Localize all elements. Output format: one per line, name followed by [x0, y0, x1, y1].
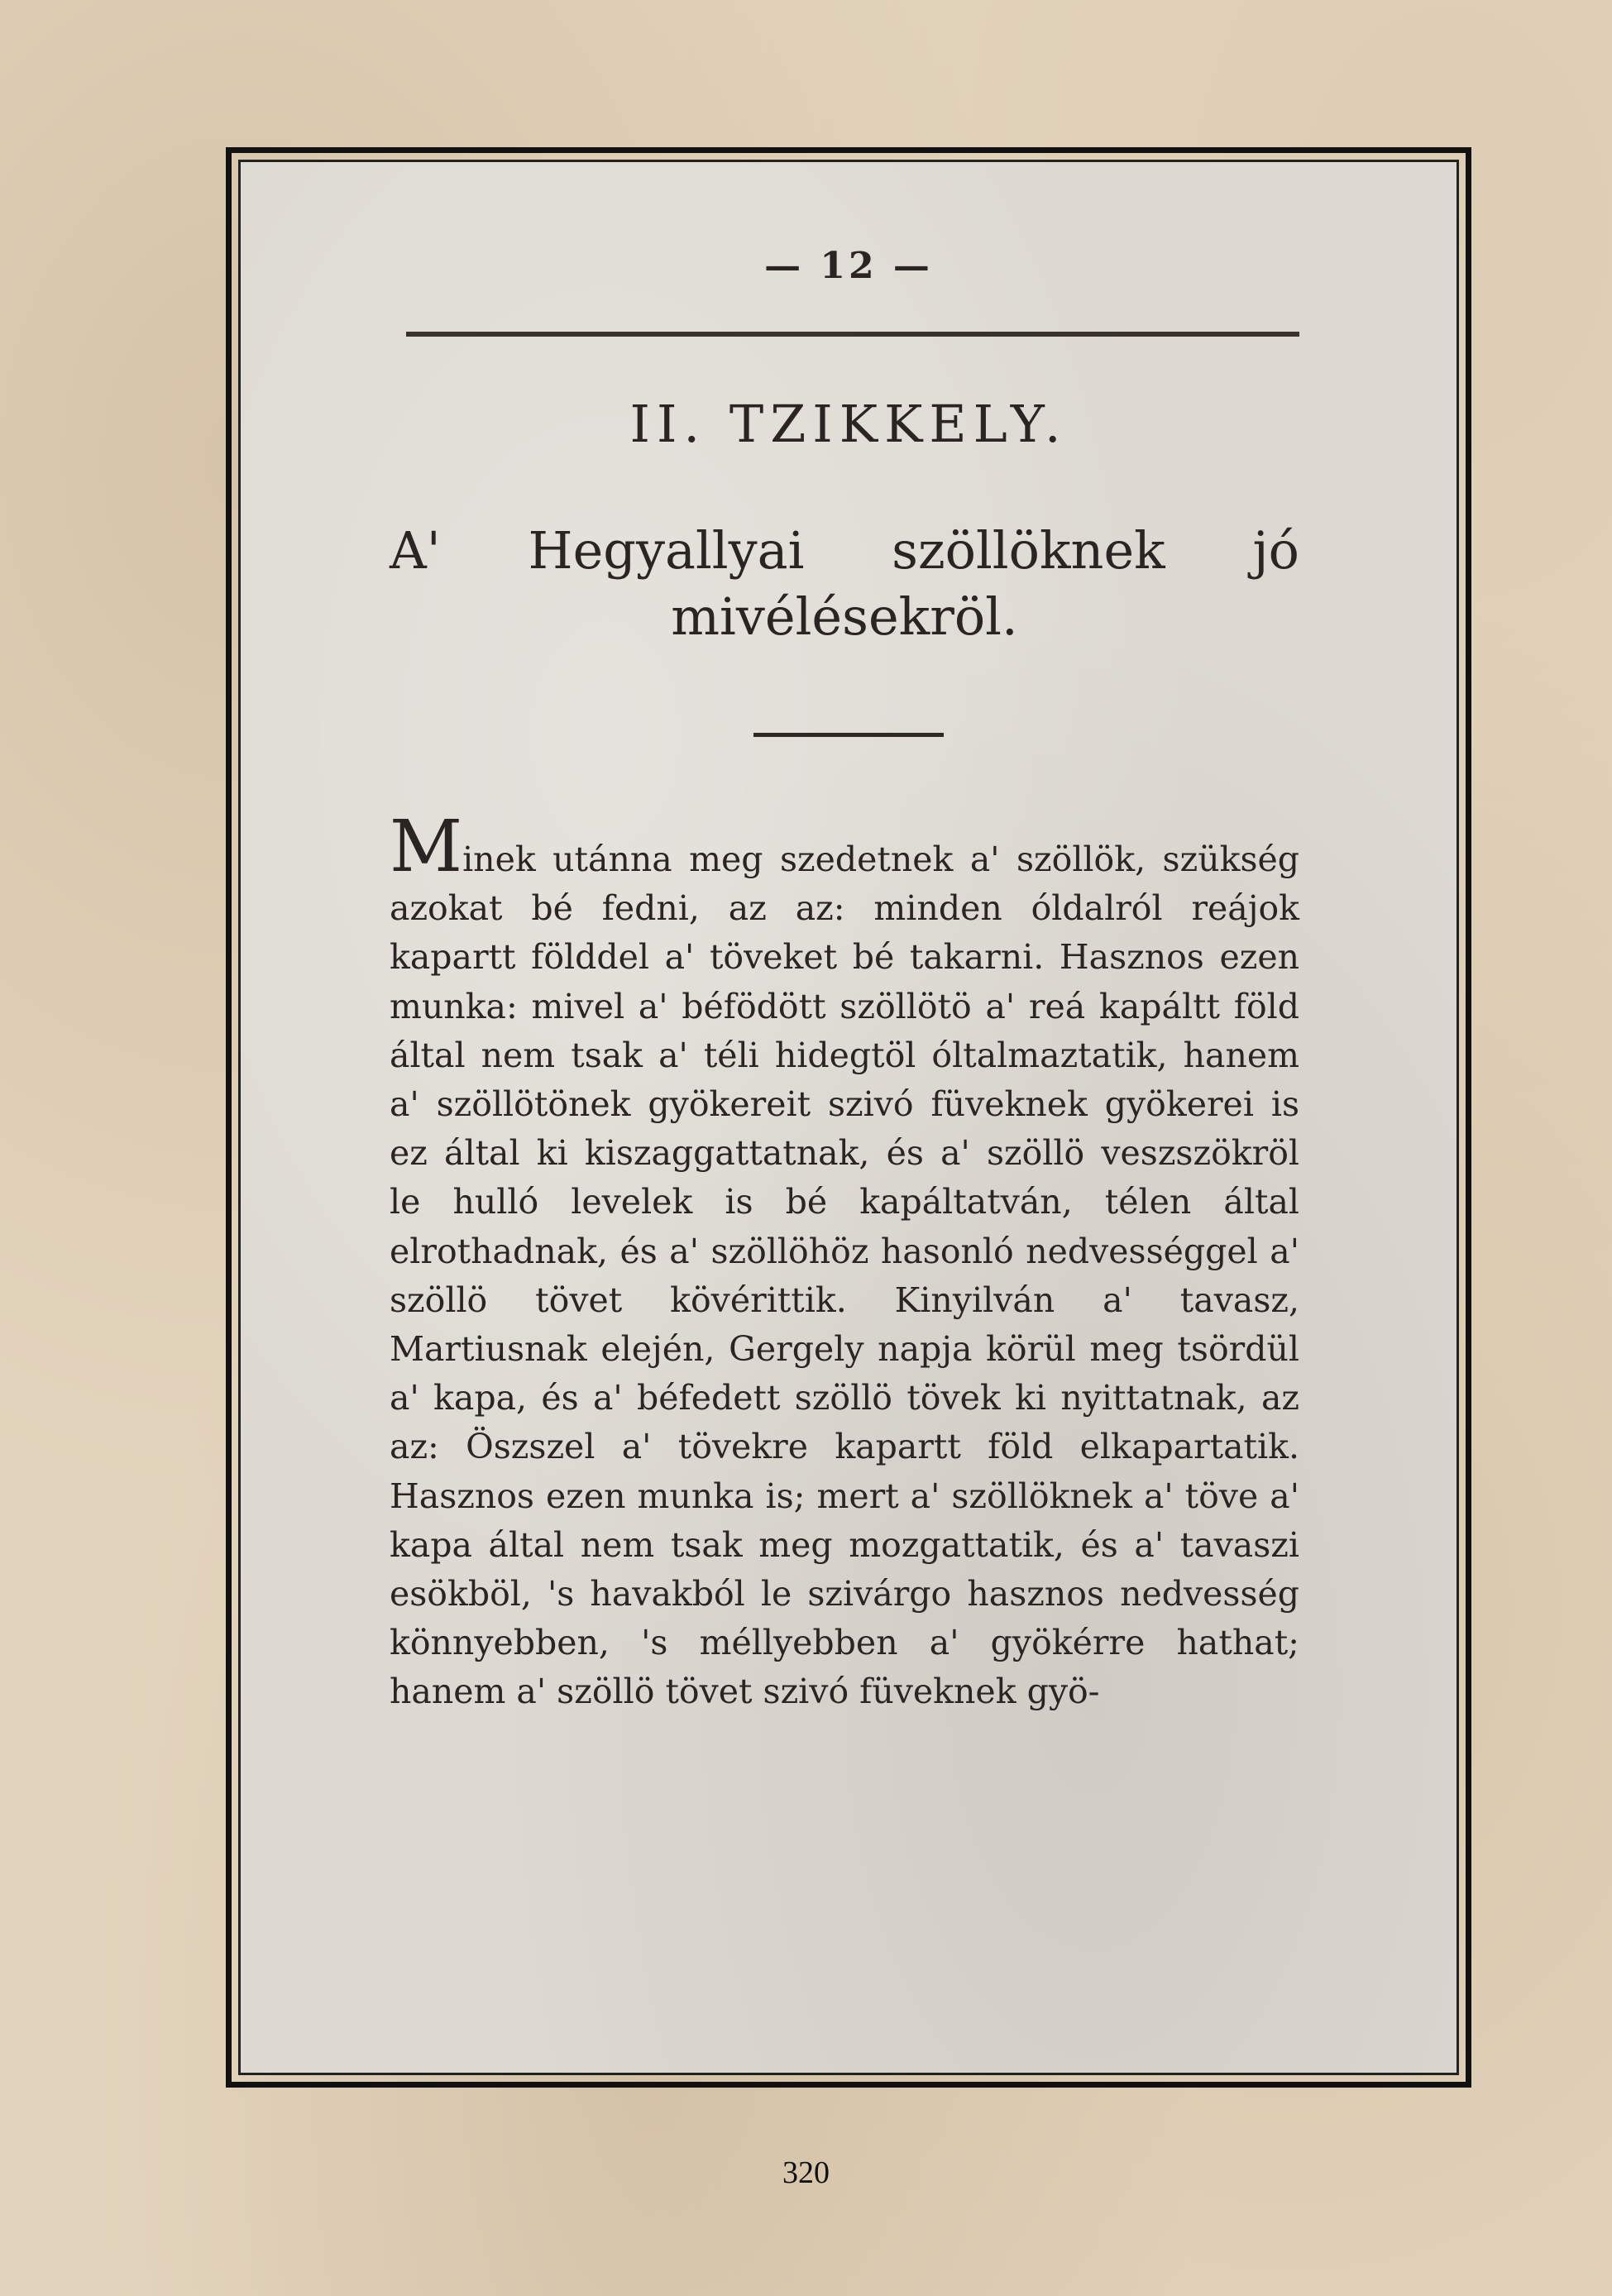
section-title: A' Hegyallyai szöllöknek jó mivélésekröl.: [390, 520, 1299, 647]
header-rule: [406, 332, 1299, 337]
scanned-page: [238, 160, 1459, 2075]
body-paragraph: [390, 806, 1299, 1717]
section-divider: [753, 733, 944, 737]
original-page-number: — 12 —: [764, 245, 933, 287]
drop-cap: M: [390, 806, 463, 888]
document-frame: [226, 147, 1471, 2088]
scan-content: [241, 162, 1457, 2073]
page-number: 320: [782, 2155, 830, 2190]
chapter-title: II. TZIKKELY.: [629, 394, 1068, 454]
body-text: inek utánna meg szedetnek a' szöllök, szükség azokat bé fedni, az az: minden óldalról reájok kapartt földdel a' töveket bé takarni. Hasznos ezen munka: mivel a' béfödött szöllötö a' reá kapáltt föld által nem tsak a' téli hidegtöl óltalmaztatik, hanem a' szöllötönek gyökereit szivó füveknek gyökerei is ez által ki kiszaggattatnak, és a' szöllö veszszökröl le hulló levelek is bé kapáltatván, télen által elrothadnak, és a' szöllöhöz hasonló nedvességgel a' szöllö tövet kövérittik. Kinyilván a' tavasz, Martiusnak elején, Gergely napja körül meg tsördül a' kapa, és a' béfedett szöllö tövek ki nyittatnak, az az: Öszszel a' tövekre kapartt föld elkapartatik. Hasznos ezen munka is; mert a' szöllöknek a' töve a' kapa által nem tsak meg mozgattatik, és a' tavaszi esökböl, 's havakból le szivárgo hasznos nedvesség könnyebben, 's méllyebben a' gyökérre hathat; hanem a' szöllö tövet szivó füveknek gyö-: [390, 839, 1299, 1712]
